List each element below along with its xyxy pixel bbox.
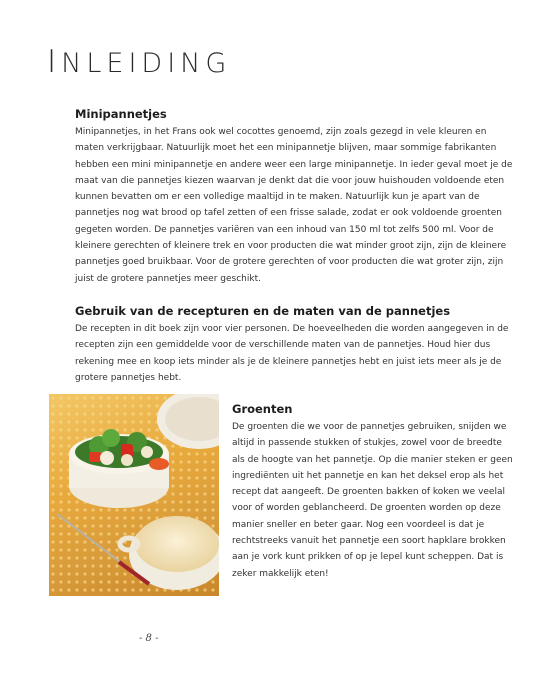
section-body: De recepten in dit boek zijn voor vier personen. De hoeveelheden die worden aangegeven in de recepten zijn een gemiddelde voor de verschillende maten van de pannetjes. Houd hier dus rekening mee en koop iets minder als je de kleinere pannetjes hebt en juist iets meer als je de grotere pannetjes hebt. (75, 324, 509, 383)
title-rest: NLEIDING (61, 48, 232, 79)
section-minipannetjes (75, 107, 515, 287)
section-body: De groenten die we voor de pannetjes gebruiken, snijden we altijd in passende stukken of stukjes, zowel voor de breedte als de hoogte van het pannetje. Op die manier steken er geen ingrediënten uit het pannetje en kan het deksel erop als het recept dat aangeeft. De groenten bakken of koken we veelal voor of worden geblancheerd. De groenten worden op deze manier sneller en beter gaar. Nog een voordeel is dat je rechtstreeks vanuit het pannetje een soort hapklare brokken aan je vork kunt prikken of op je lepel kunt scheppen. Dat is zeker makkelijk eten! (232, 422, 513, 579)
vegetable-pot-photo (49, 394, 219, 596)
section-groenten (232, 402, 517, 582)
title-initial: I (47, 44, 62, 80)
page-number: - 8 - (139, 633, 159, 644)
section-heading: Minipannetjes (75, 107, 167, 121)
page-title (47, 44, 231, 80)
section-gebruik (75, 304, 515, 386)
section-heading: Gebruik van de recepturen en de maten van de pannetjes (75, 304, 451, 318)
section-heading: Groenten (232, 402, 293, 416)
section-body: Minipannetjes, in het Frans ook wel cocottes genoemd, zijn zoals gezegd in vele kleuren en maten verkrijgbaar. Natuurlijk moet het een minipannetje blijven, maar sommige fabrikanten hebben een mini minipannetje en andere weer een large minipannetje. In ieder geval moet je de maat van die pannetjes kiezen waarvan je denkt dat die voor jouw huishouden voldoende eten kunnen bevatten om er een volledige maaltijd in te maken. Natuurlijk kun je apart van de pannetjes nog wat brood op tafel zetten of een frisse salade, zodat er ook voldoende groenten gegeten worden. De pannetjes variëren van een inhoud van 150 ml tot zelfs 500 ml. Voor de kleinere gerechten of kleinere trek en voor producten die wat minder groot zijn, zijn de kleinere pannetjes goed bruikbaar. Voor de grotere gerechten of voor producten die wat groter zijn, zijn juist de grotere pannetjes meer geschikt. (75, 127, 513, 284)
